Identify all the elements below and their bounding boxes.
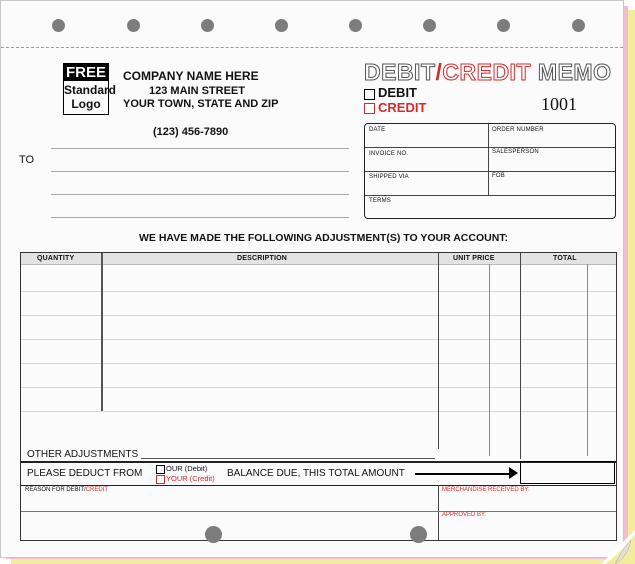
section-divider: [21, 511, 616, 512]
order-info-box: [364, 123, 616, 219]
row-line: [21, 339, 616, 340]
binder-hole: [275, 19, 288, 32]
other-adjustments-line[interactable]: [141, 458, 435, 459]
logo-line1: Standard: [64, 83, 117, 97]
row-line: [21, 387, 616, 388]
invoice-no-label: INVOICE NO.: [369, 151, 409, 157]
title-memo: MEMO: [531, 59, 612, 85]
row-line: [21, 363, 616, 364]
to-line: [51, 194, 349, 195]
column-divider: [101, 253, 103, 411]
logo: [63, 63, 117, 115]
section-divider: [21, 485, 616, 486]
other-adjustments-label: OTHER ADJUSTMENTS: [27, 449, 139, 460]
description-header: DESCRIPTION: [237, 255, 288, 262]
date-field-label: DATE: [369, 127, 386, 133]
column-divider: [438, 485, 439, 540]
merchandise-received-label: MERCHANDISE RECEIVED BY:: [442, 487, 530, 493]
page-curl-icon: [601, 530, 635, 564]
reason-credit: CREDIT: [85, 487, 109, 493]
logo-line2: Logo: [71, 97, 101, 111]
info-divider: [488, 124, 489, 195]
reason-label: [25, 487, 108, 493]
your-credit-checkbox[interactable]: [156, 475, 165, 484]
reason-prefix: REASON FOR DEBIT/: [25, 487, 86, 493]
arrow-right-icon: [509, 467, 518, 479]
to-line: [51, 217, 349, 218]
column-divider: [438, 253, 439, 449]
our-debit-label: OUR (Debit): [166, 464, 208, 473]
approved-by-label: APPROVED BY:: [442, 512, 487, 518]
binder-hole: [127, 19, 140, 32]
binder-hole: [349, 19, 362, 32]
binder-hole: [423, 19, 436, 32]
company-name: COMPANY NAME HERE: [123, 69, 259, 83]
title-debit: DEBIT: [364, 59, 436, 85]
adjustment-heading: WE HAVE MADE THE FOLLOWING ADJUSTMENT(S) TO YOUR ACCOUNT:: [139, 232, 509, 244]
your-credit-label: YOUR (Credit): [166, 474, 215, 483]
table-header: [21, 253, 616, 265]
debit-checkbox[interactable]: [364, 89, 375, 100]
binder-hole: [201, 19, 214, 32]
title-credit: CREDIT: [442, 59, 532, 85]
balance-due-label: BALANCE DUE, THIS TOTAL AMOUNT: [227, 468, 405, 479]
please-deduct-label: PLEASE DEDUCT FROM: [27, 468, 143, 479]
to-label: TO: [19, 154, 35, 166]
column-divider: [520, 253, 521, 459]
order-number-label: ORDER NUMBER: [492, 127, 544, 133]
adjustment-table: [20, 252, 617, 541]
row-line: [21, 411, 616, 412]
unit-price-header: UNIT PRICE: [453, 255, 495, 262]
binder-hole: [410, 526, 427, 543]
total-header: TOTAL: [553, 255, 577, 262]
company-street: 123 MAIN STREET: [149, 85, 245, 97]
info-divider: [365, 147, 615, 148]
shipped-via-label: SHIPPED VIA: [369, 174, 409, 180]
to-line: [51, 171, 349, 172]
company-phone: (123) 456-7890: [153, 126, 229, 138]
form-title: [364, 59, 611, 86]
logo-free: FREE: [65, 64, 106, 81]
info-divider: [365, 171, 615, 172]
our-debit-checkbox[interactable]: [156, 465, 165, 474]
to-line: [51, 148, 349, 149]
column-divider: [587, 264, 588, 456]
quantity-header: QUANTITY: [37, 255, 75, 262]
binder-hole: [497, 19, 510, 32]
row-line: [21, 315, 616, 316]
perforation-line: [1, 47, 623, 48]
binder-hole: [205, 526, 222, 543]
company-city: YOUR TOWN, STATE AND ZIP: [123, 98, 279, 110]
form-number: 1001: [541, 94, 577, 114]
balance-arrow-line: [415, 473, 511, 475]
title-slash: /: [435, 59, 443, 85]
fob-label: FOB: [492, 173, 505, 179]
info-divider: [365, 195, 615, 196]
credit-label: CREDIT: [378, 100, 427, 115]
credit-checkbox[interactable]: [364, 103, 375, 114]
binder-hole: [52, 19, 65, 32]
salesperson-label: SALESPERSON: [492, 149, 539, 155]
column-divider: [489, 264, 490, 456]
row-line: [21, 291, 616, 292]
binder-hole: [572, 19, 585, 32]
balance-total-box[interactable]: [520, 461, 615, 484]
debit-label: DEBIT: [378, 85, 417, 100]
terms-label: TERMS: [369, 198, 391, 204]
